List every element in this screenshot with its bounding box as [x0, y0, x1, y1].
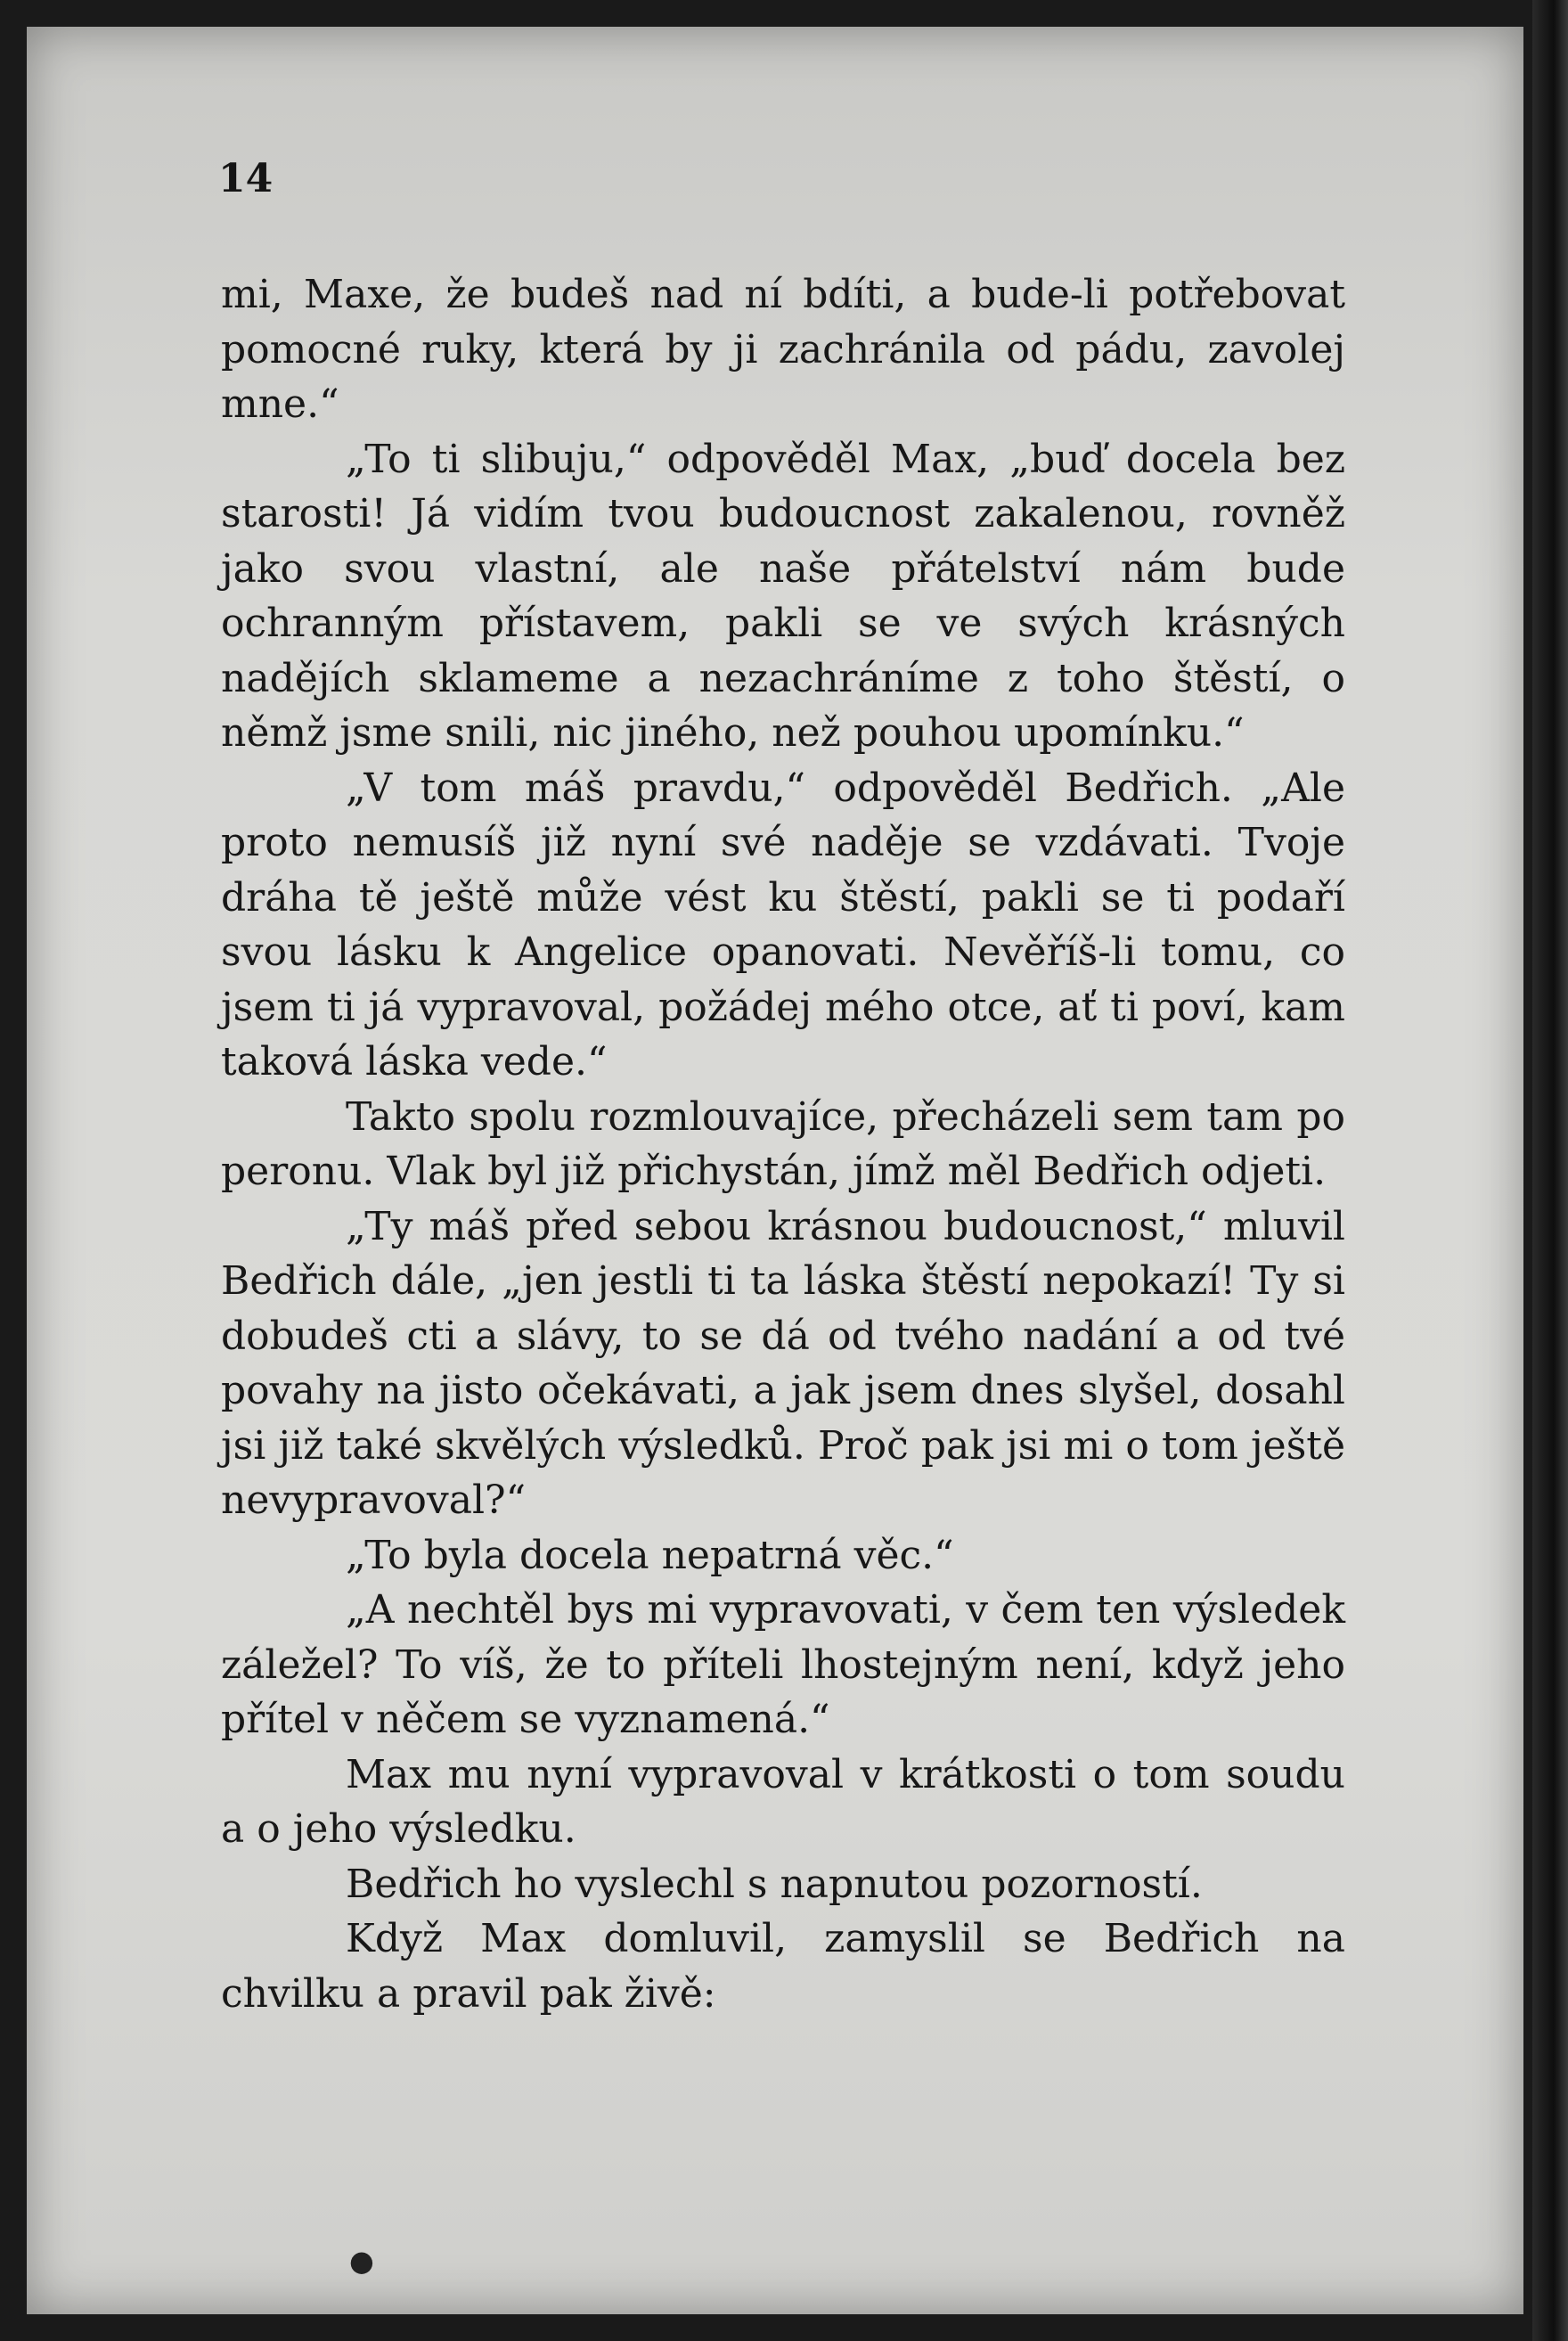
paragraph-4: Takto spolu rozmlouvajíce, přecházeli sem tam po peronu. Vlak byl již přichystán, jímž měl Bedřich odjeti. — [221, 1093, 1345, 1194]
paragraph-6: „To byla docela nepatrná věc.“ — [346, 1532, 954, 1578]
paragraph-1: mi, Maxe, že budeš nad ní bdíti, a bude-li potřebovat pomocné ruky, která by ji zachránila od pádu, zavolej mne.“ — [221, 272, 1345, 427]
paragraph-5: „Ty máš před sebou krásnou budoucnost,“ mluvil Bedřich dále, „jen jestli ti ta láska štěstí nepokazí! Ty si dobudeš cti a slávy, to se dá od tvého nadání a od tvé povahy na jisto očekávati, a jak jsem dnes slyšel, dosahl jsi již také skvělých výsledků. Proč pak jsi mi o tom ještě nevypravoval?“ — [221, 1203, 1345, 1523]
paragraph-9: Bedřich ho vyslechl s napnutou pozorností. — [346, 1861, 1203, 1907]
body-text — [221, 267, 1345, 2021]
paragraph-3: „V tom máš pravdu,“ odpověděl Bedřich. „Ale proto nemusíš již nyní své naděje se vzdávati. Tvoje dráha tě ještě může vést ku štěstí, pakli se ti podaří svou lásku k Angelice opanovati. Nevěříš-li tomu, co jsem ti já vypravoval, požádej mého otce, ať ti poví, kam taková láska vede.“ — [221, 765, 1345, 1085]
paragraph-10: Když Max domluvil, zamyslil se Bedřich na chvilku a pravil pak živě: — [221, 1916, 1345, 2017]
paragraph-7: „A nechtěl bys mi vypravovati, v čem ten výsledek záležel? To víš, že to příteli lhostejným není, když jeho přítel v něčem se vyznamená.“ — [221, 1587, 1345, 1742]
page-number: 14 — [218, 156, 274, 201]
paragraph-2: „To ti slibuju,“ odpověděl Max, „buď docela bez starosti! Já vidím tvou budoucnost zakalenou, rovněž jako svou vlastní, ale naše přátelství nám bude ochranným přístavem, pakli se ve svých krásných nadějích sklameme a nezachráníme z toho štěstí, o němž jsme snili, nic jiného, než pouhou upomínku.“ — [221, 436, 1345, 756]
paragraph-8: Max mu nyní vypravoval v krátkosti o tom soudu a o jeho výsledku. — [221, 1751, 1345, 1852]
ink-mark-icon: ● — [349, 2244, 374, 2278]
book-spine — [1532, 0, 1568, 2341]
